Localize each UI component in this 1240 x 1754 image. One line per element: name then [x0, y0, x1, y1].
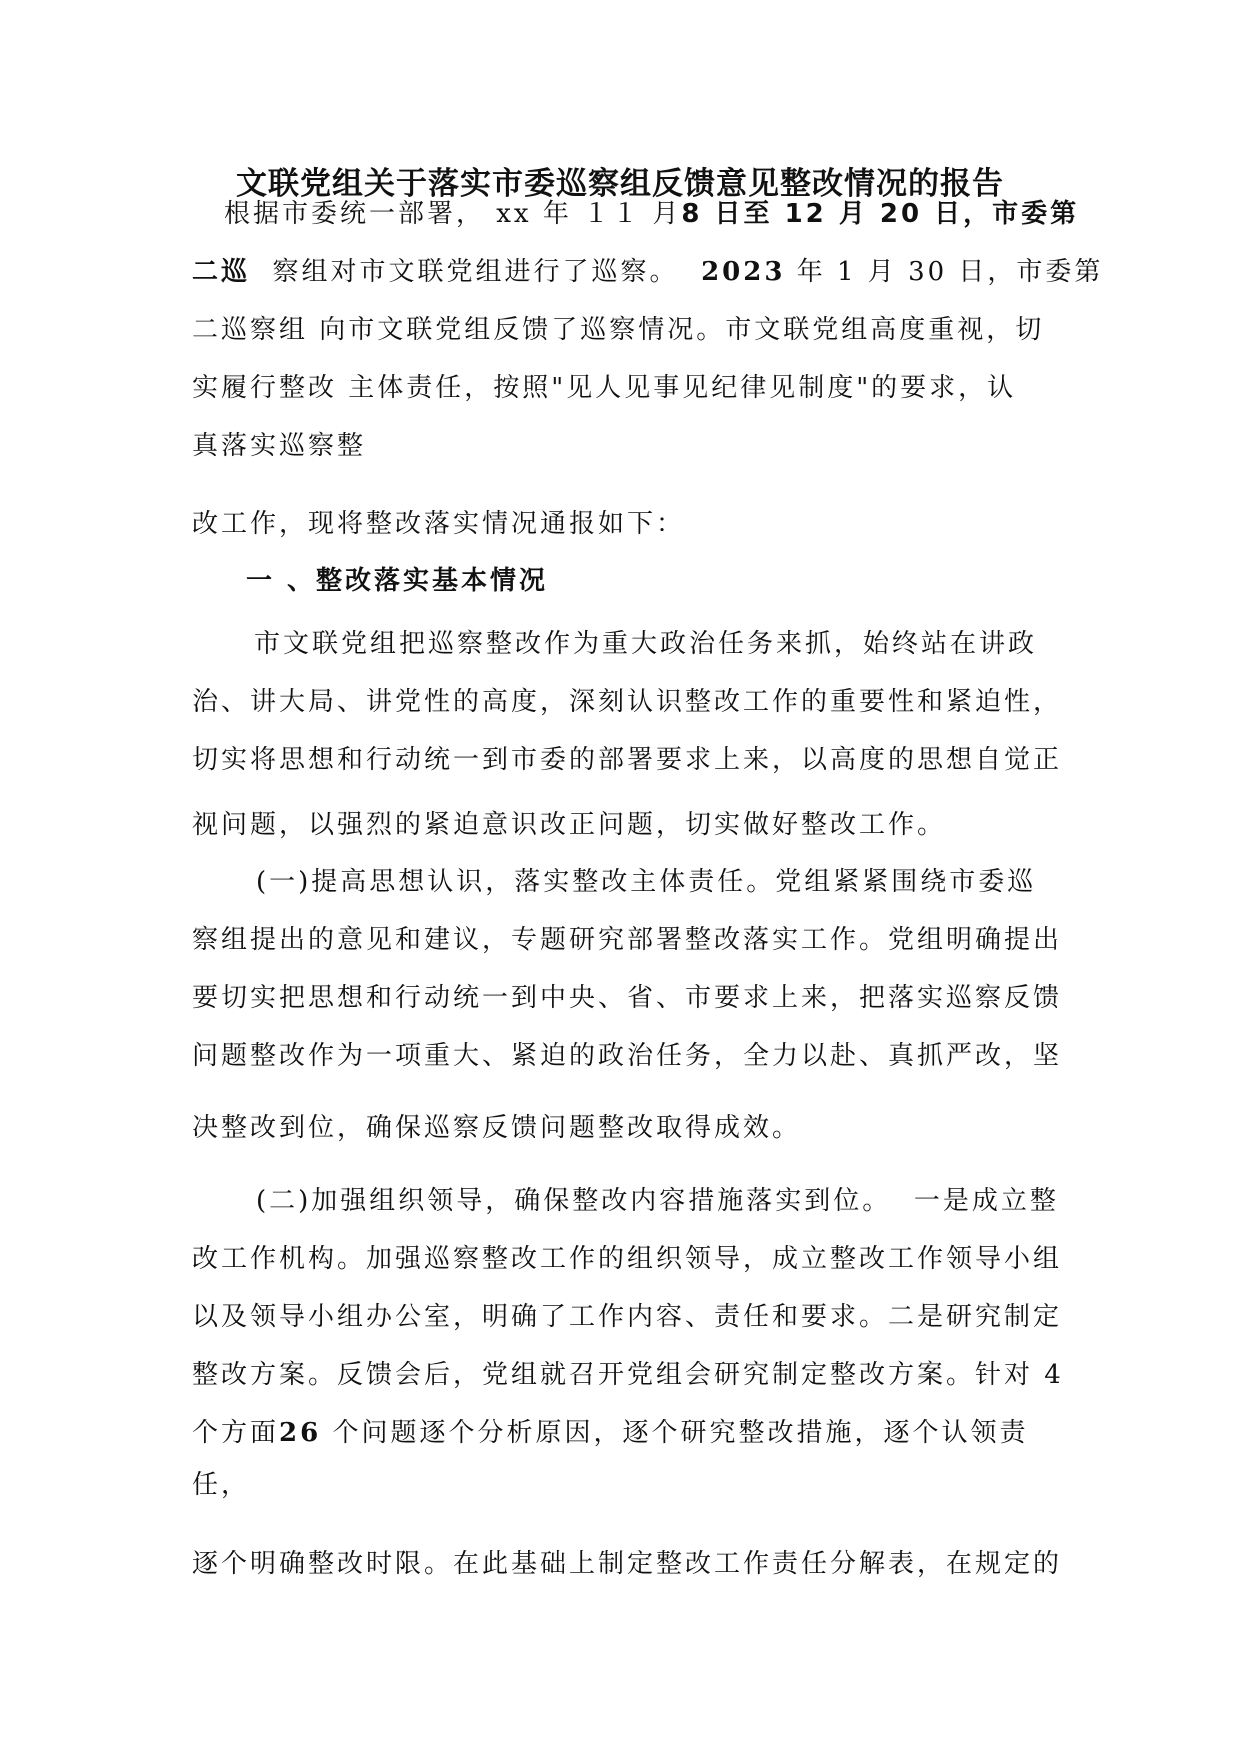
paragraph-line: 市文联党组把巡察整改作为重大政治任务来抓，始终站在讲政: [254, 629, 1038, 659]
paragraph-line: 要切实把思想和行动统一到中央、省、市要求上来，把落实巡察反馈: [192, 983, 1063, 1013]
paragraph-line: 真落实巡察整: [192, 431, 367, 461]
document-title: 文联党组关于落实市委巡察组反馈意见整改情况的报告: [236, 166, 1004, 202]
paragraph-line: 视问题，以强烈的紧迫意识改正问题，切实做好整改工作。: [192, 810, 947, 840]
paragraph-line: 实履行整改 主体责任，按照"见人见事见纪律见制度"的要求，认: [192, 373, 1017, 403]
paragraph-line: 治、讲大局、讲党性的高度，深刻认识整改工作的重要性和紧迫性，: [192, 687, 1063, 717]
paragraph-line: (二)加强组织领导，确保整改内容措施落实到位。 一是成立整: [256, 1186, 1059, 1216]
paragraph-line: 察组提出的意见和建议，专题研究部署整改落实工作。党组明确提出: [192, 925, 1063, 955]
text-span: 个问题逐个分析原因，逐个研究整改措施，逐个认领责: [332, 1418, 1029, 1448]
paragraph-line: 任，: [192, 1470, 251, 1500]
paragraph-line: 改工作机构。加强巡察整改工作的组织领导，成立整改工作领导小组: [192, 1244, 1063, 1274]
paragraph-line: 问题整改作为一项重大、紧迫的政治任务，全力以赴、真抓严改，坚: [192, 1041, 1063, 1071]
text-span-bold: 二巡: [192, 257, 251, 287]
text-span: 察组对市文联党组进行了巡察。: [272, 257, 679, 287]
text-span-bold: 2023: [701, 257, 786, 287]
paragraph-line: [192, 1416, 1028, 1450]
text-span-bold: 26: [279, 1418, 322, 1448]
paragraph-line: (一)提高思想认识，落实整改主体责任。党组紧紧围绕市委巡: [256, 867, 1037, 897]
paragraph-line: [224, 197, 1079, 231]
text-span: 年 1 月 30 日，市委第: [796, 257, 1104, 287]
paragraph-line: 改工作，现将整改落实情况通报如下：: [192, 509, 686, 539]
paragraph-line: [192, 255, 1103, 289]
paragraph-line: 切实将思想和行动统一到市委的部署要求上来，以高度的思想自觉正: [192, 745, 1063, 775]
paragraph-line: 逐个明确整改时限。在此基础上制定整改工作责任分解表，在规定的: [192, 1549, 1063, 1579]
text-span: 根据市委统一部署， xx 年 １１ 月: [224, 199, 682, 229]
text-span-bold: 8 日至 12 月 20 日，市委第: [681, 199, 1080, 229]
paragraph-line: 整改方案。反馈会后，党组就召开党组会研究制定整改方案。针对 4: [192, 1360, 1064, 1390]
text-span: 个方面: [192, 1418, 280, 1448]
paragraph-line: 决整改到位，确保巡察反馈问题整改取得成效。: [192, 1113, 802, 1143]
paragraph-line: 二巡察组 向市文联党组反馈了巡察情况。市文联党组高度重视，切: [192, 315, 1045, 345]
section-heading: 一 、整改落实基本情况: [246, 566, 549, 596]
paragraph-line: 以及领导小组办公室，明确了工作内容、责任和要求。二是研究制定: [192, 1302, 1063, 1332]
